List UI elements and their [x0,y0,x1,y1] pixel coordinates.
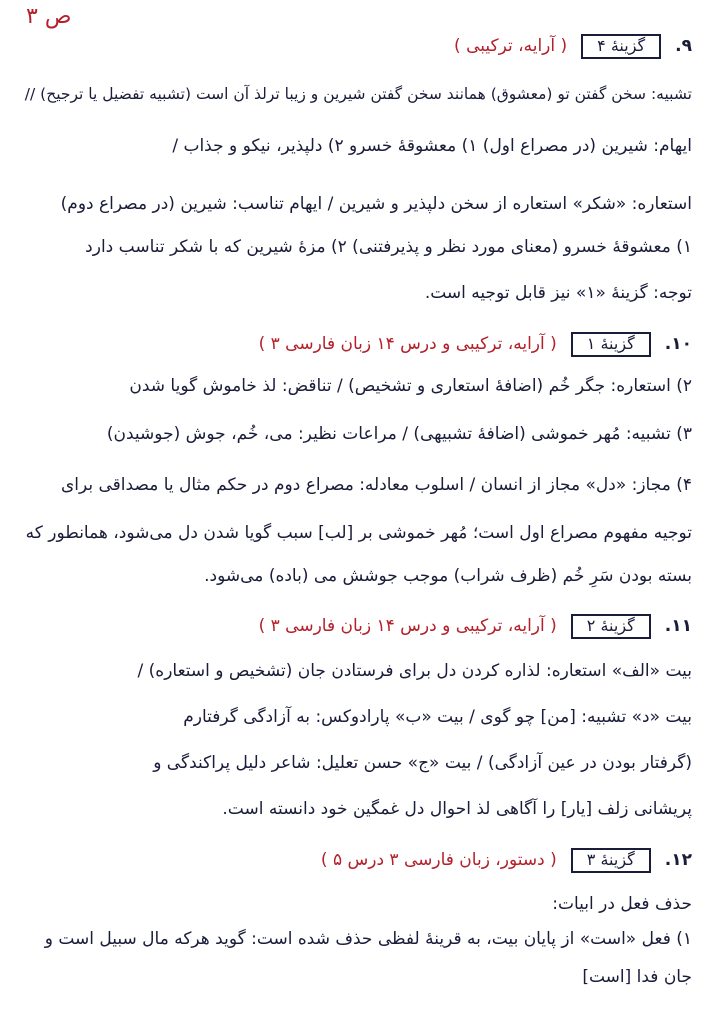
q10-line-4: توجیه مفهوم مصراع اول است؛ مُهر خموشی بر [لب] سبب گویا شدن دل می‌شود، همانطور که [25,523,692,543]
q12-header [18,848,692,873]
q11-line-4: پریشانی زلف [یار] را آگاهی لذ احوال دل غمگین خود دانسته است. [222,799,692,819]
q12-answer-box: گزینهٔ ۳ [571,848,651,873]
q9-number: ۹. [675,36,692,57]
q12-line-1: حذف فعل در ابیات: [552,894,692,914]
q10-line-5: بسته بودن سَرِ خُم (ظرف شراب) موجب جوشش می (باده) می‌شود. [204,566,692,586]
q9-topic: ( آرایه، ترکیبی ) [454,36,568,57]
q9-line-2: ایهام: شیرین (در مصراع اول) ۱) معشوقهٔ خسرو ۲) دلپذیر، نیکو و جذاب / [172,136,692,156]
q11-line-3: (گرفتار بودن در عین آزادگی) / بیت «ج» حسن تعلیل: شاعر دلیل پراکندگی و [153,753,692,773]
page-number: ص ۳ [26,4,72,29]
q10-line-1: ۲) استعاره: جگر خُم (اضافهٔ استعاری و تشخیص) / تناقض: لذ خاموش گویا شدن [129,376,692,396]
q12-topic: ( دستور، زبان فارسی ۳ درس ۵ ) [320,850,557,871]
q12-number: ۱۲. [664,850,692,871]
q12-line-2: ۱) فعل «است» از پایان بیت، به قرینهٔ لفظی حذف شده است: گوید هرکه مال سبیل است و [44,929,692,949]
q9-line-1: تشبیه: سخن گفتن تو (معشوق) همانند سخن گفتن شیرین و زیبا ترلذ آن است (تشبیه تفضیل یا ترجیح) // [24,85,692,103]
q11-topic: ( آرایه، ترکیبی و درس ۱۴ زبان فارسی ۳ ) [258,616,557,637]
q10-answer-box: گزینهٔ ۱ [571,332,651,357]
q9-line-3: استعاره: «شکر» استعاره از سخن دلپذیر و شیرین / ایهام تناسب: شیرین (در مصراع دوم) [60,194,692,214]
q10-topic: ( آرایه، ترکیبی و درس ۱۴ زبان فارسی ۳ ) [258,334,557,355]
q11-header [18,614,692,639]
q10-header [18,332,692,357]
q11-line-2: بیت «د» تشبیه: [من] چو گوی / بیت «ب» پارادوکس: به آزادگی گرفتارم [183,707,692,727]
q9-header [18,34,692,59]
q10-line-2: ۳) تشبیه: مُهر خموشی (اضافهٔ تشبیهی) / مراعات نظیر: می، خُم، جوش (جوشیدن) [106,424,692,444]
q11-number: ۱۱. [664,616,692,637]
q11-answer-box: گزینهٔ ۲ [571,614,651,639]
q10-number: ۱۰. [664,334,692,355]
q10-line-3: ۴) مجاز: «دل» مجاز از انسان / اسلوب معادله: مصراع دوم در حکم مثال یا مصداقی برای [60,475,692,495]
q11-line-1: بیت «الف» استعاره: لذاره کردن دل برای فرستادن جان (تشخیص و استعاره) / [137,661,692,681]
q9-answer-box: گزینهٔ ۴ [581,34,661,59]
q12-line-3: جان فدا [است] [582,967,692,987]
q9-line-5: توجه: گزینهٔ «۱» نیز قابل توجیه است. [424,283,692,303]
q9-line-4: ۱) معشوقهٔ خسرو (معنای مورد نظر و پذیرفتنی) ۲) مزهٔ شیرین که با شکر تناسب دارد [85,237,692,257]
